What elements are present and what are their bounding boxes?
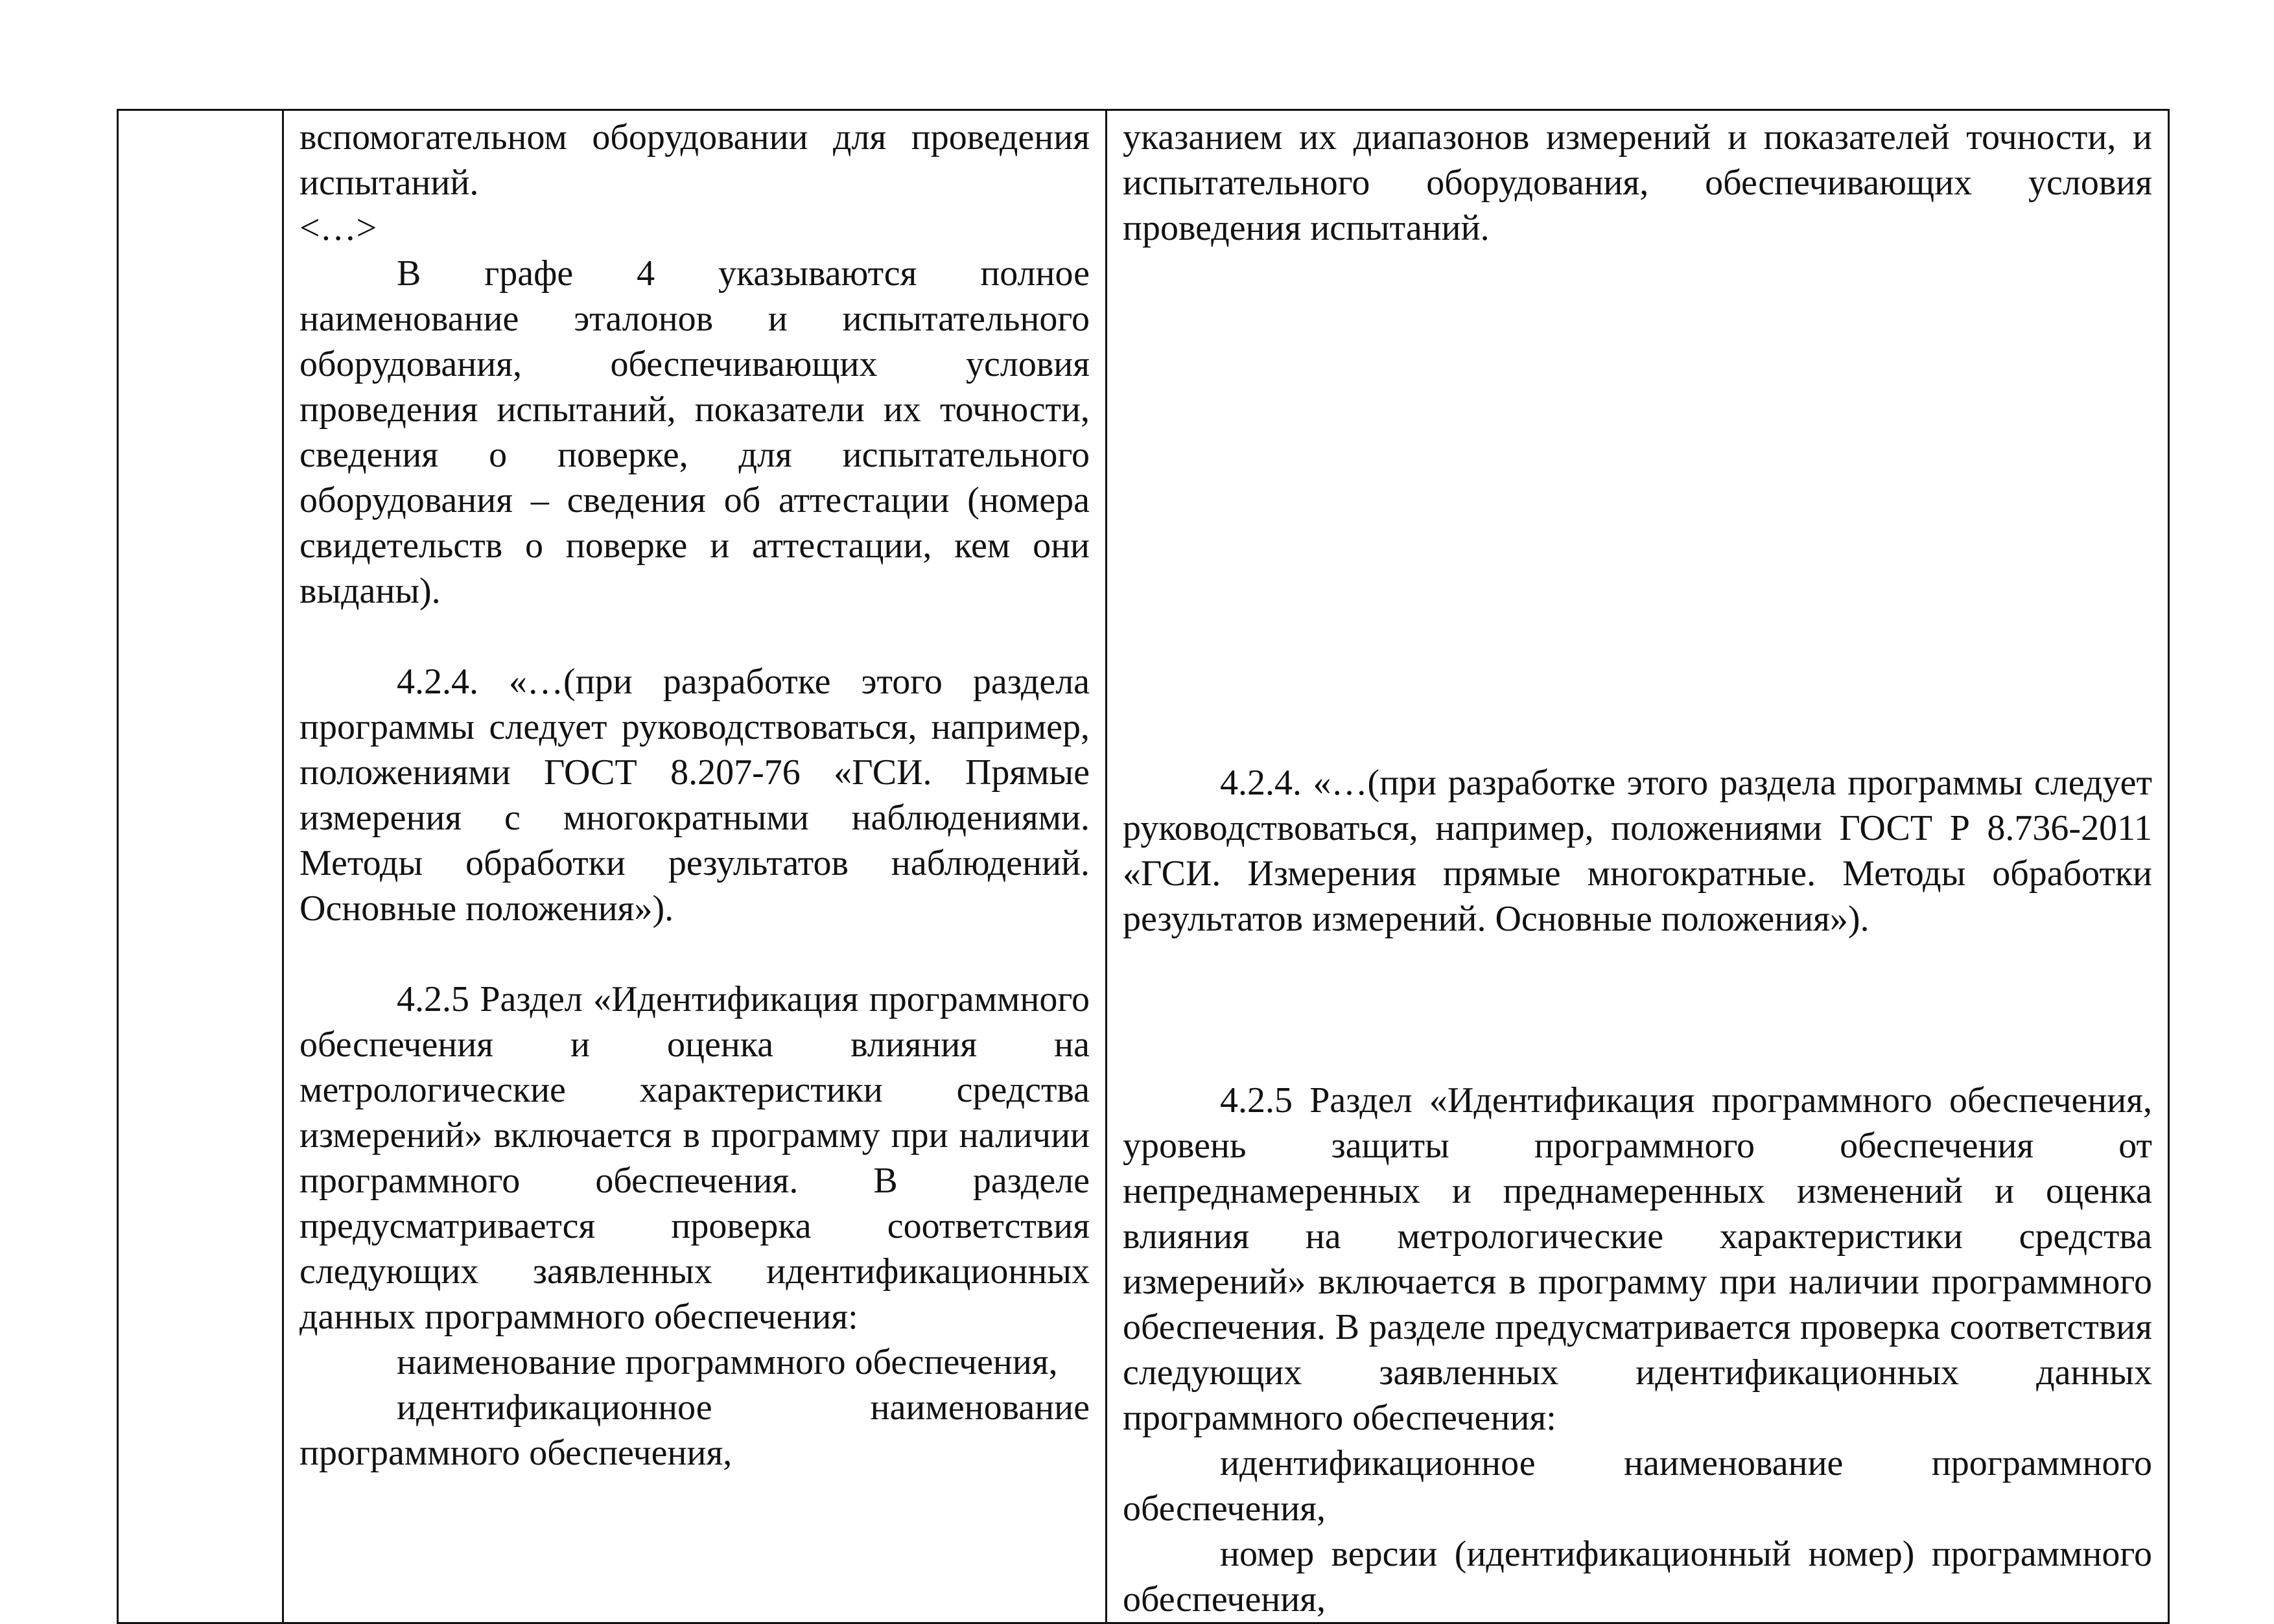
right-intro-continuation: указанием их диапазонов измерений и показателей точности, и испытательного оборудования, обеспечивающих условия проведения испытаний. — [1123, 117, 2152, 248]
number-column-cell — [118, 110, 283, 1623]
left-section-4-2-5: 4.2.5 Раздел «Идентификация программного обеспечения и оценка влияния на метрологические характеристики средства измерений» включается в программу при наличии программного обеспечения. В разделе предусматривается проверка соответствия следующих заявленных идентификационных данных программного обеспечения: — [299, 979, 1090, 1337]
comparison-table — [117, 109, 2170, 1624]
left-list-item-1: наименование программного обеспечения, — [397, 1342, 1058, 1382]
right-list-item-2: номер версии (идентификационный номер) программного обеспечения, — [1123, 1534, 2152, 1619]
table-row — [118, 110, 2169, 1623]
new-text-column-cell — [1107, 110, 2169, 1623]
left-ellipsis: <…> — [299, 208, 377, 248]
left-list-item-2: идентификационное наименование программного обеспечения, — [299, 1387, 1090, 1473]
right-list-item-1: идентификационное наименование программного обеспечения, — [1123, 1443, 2152, 1529]
old-text-column-cell — [283, 110, 1107, 1623]
right-section-4-2-5: 4.2.5 Раздел «Идентификация программного обеспечения, уровень защиты программного обеспечения от непреднамеренных и преднамеренных изменений и оценка влияния на метрологические характеристики средства измерений» включается в программу при наличии программного обеспечения. В разделе предусматривается проверка соответствия следующих заявленных идентификационных данных программного обеспечения: — [1123, 1080, 2152, 1438]
left-intro-continuation: вспомогательном оборудовании для проведения испытаний. — [299, 117, 1090, 203]
right-section-4-2-4: 4.2.4. «…(при разработке этого раздела программы следует руководствоваться, например, положениями ГОСТ Р 8.736-2011 «ГСИ. Измерения прямые многократные. Методы обработки результатов измерений. Основные положения»). — [1123, 763, 2152, 939]
left-graph4-paragraph: В графе 4 указываются полное наименование эталонов и испытательного оборудования, обеспечивающих условия проведения испытаний, показатели их точности, сведения о поверке, для испытательного оборудования – сведения об аттестации (номера свидетельств о поверке и аттестации, кем они выданы). — [299, 253, 1090, 611]
left-section-4-2-4: 4.2.4. «…(при разработке этого раздела программы следует руководствоваться, например, положениями ГОСТ 8.207-76 «ГСИ. Прямые измерения с многократными наблюдениями. Методы обработки результатов наблюдений. Основные положения»). — [299, 662, 1090, 929]
